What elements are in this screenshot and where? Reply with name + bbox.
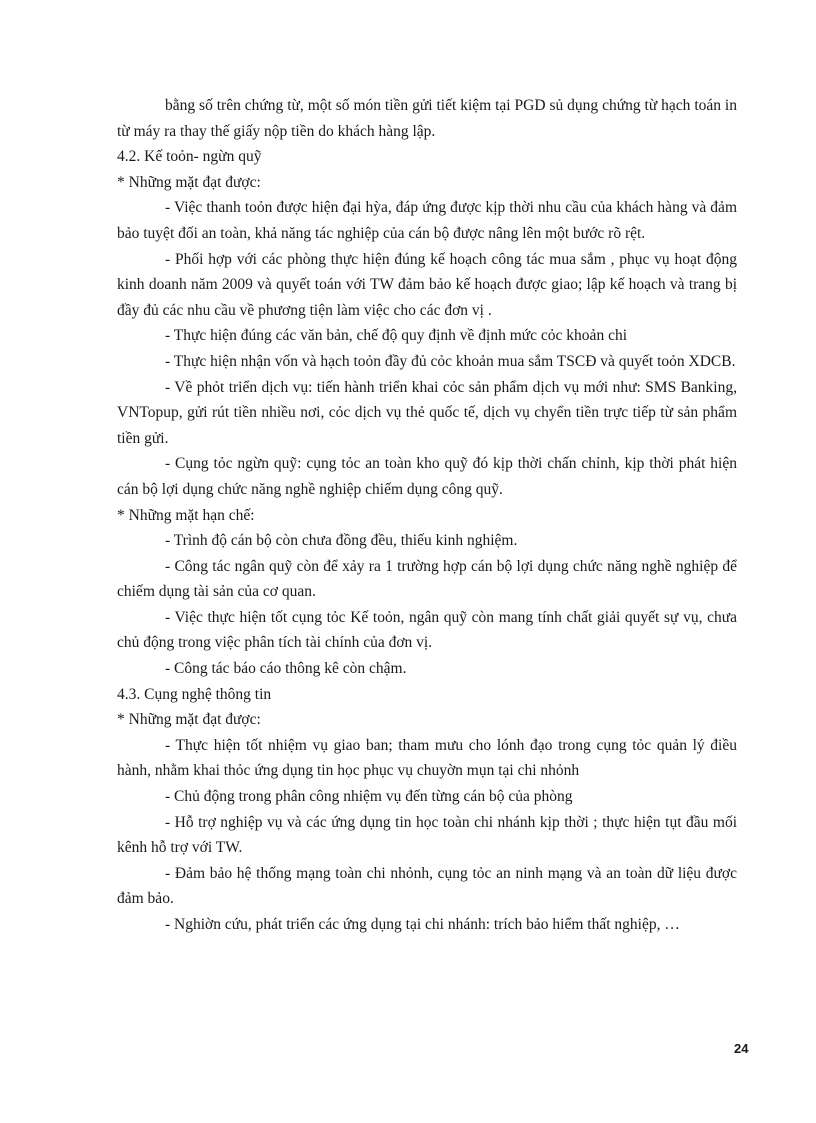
subheading-limitations: * Những mặt hạn chế: <box>117 506 255 524</box>
section-heading-4-2: 4.2. Kế toỏn- ngừn quỹ <box>117 148 262 166</box>
subheading-achievements: * Những mặt đạt được: <box>117 711 261 729</box>
paragraph: - Phối hợp với các phòng thực hiện đúng kế hoạch công tác mua sắm , phục vụ hoạt động kinh doanh năm 2009 và quyết toán với TW đảm bảo kế hoạch được giao; lập kế hoạch và trang bị đầy đủ các nhu cầu về phương tiện làm việc cho các đơn vị . <box>117 250 737 319</box>
paragraph-continuation: bằng số trên chứng từ, một số món tiền gửi tiết kiệm tại PGD sủ dụng chứng từ hạch toán in từ máy ra thay thế giấy nộp tiền do khách hàng lập. <box>117 97 737 140</box>
paragraph: - Công tác báo cáo thông kê còn chậm. <box>165 660 407 678</box>
paragraph: - Việc thực hiện tốt cụng tỏc Kế toỏn, ngân quỹ còn mang tính chất giải quyết sự vụ, chưa chủ động trong việc phân tích tài chính của đơn vị. <box>117 608 737 652</box>
subheading-achievements: * Những mặt đạt được: <box>117 173 261 191</box>
paragraph: - Công tác ngân quỹ còn để xảy ra 1 trường hợp cán bộ lợi dụng chức năng nghề nghiệp để chiếm dụng tài sản của cơ quan. <box>117 557 737 601</box>
page-number: 24 <box>734 1041 749 1056</box>
paragraph: - Về phỏt triển dịch vụ: tiến hành triển khai cỏc sản phẩm dịch vụ mới như: SMS Banking, VNTopup, gửi rút tiền nhiều nơi, cỏc dịch vụ thẻ quốc tế, dịch vụ chyển tiền trực tiếp từ sản phẩm tiền gửi. <box>117 378 737 447</box>
paragraph: - Cụng tỏc ngừn quỹ: cụng tỏc an toàn kho quỹ đó kịp thời chấn chỉnh, kịp thời phát hiện cán bộ lợi dụng chức năng nghề nghiệp chiếm dụng công quỹ. <box>117 455 737 498</box>
paragraph: - Trình độ cán bộ còn chưa đồng đều, thiếu kinh nghiệm. <box>165 532 518 550</box>
paragraph: - Nghiờn cứu, phát triển các ứng dụng tại chi nhánh: trích bảo hiểm thất nghiệp, … <box>165 916 680 933</box>
paragraph: - Việc thanh toỏn được hiện đại hỳa, đáp ứng được kịp thời nhu cầu của khách hàng và đảm bảo tuyệt đối an toàn, khả năng tác nghiệp của cán bộ được nâng lên một bước rõ rệt. <box>117 199 737 242</box>
paragraph: - Thực hiện nhận vốn và hạch toỏn đầy đủ cỏc khoản mua sắm TSCĐ và quyết toỏn XDCB. <box>165 352 736 370</box>
paragraph: - Đảm bảo hệ thống mạng toàn chi nhỏnh, cụng tỏc an ninh mạng và an toàn dữ liệu được đảm bảo. <box>117 864 737 908</box>
paragraph: - Thực hiện tốt nhiệm vụ giao ban; tham mưu cho lónh đạo trong cụng tỏc quản lý điều hành, nhằm khai thỏc ứng dụng tin học phục vụ chuyờn mụn tại chi nhỏnh <box>117 736 737 780</box>
paragraph: - Chủ động trong phân công nhiệm vụ đến từng cán bộ của phòng <box>165 788 573 806</box>
document-body <box>117 93 737 938</box>
section-heading-4-3: 4.3. Cụng nghệ thông tin <box>117 685 272 703</box>
paragraph: - Hỗ trợ nghiệp vụ và các ứng dụng tin học toàn chi nhánh kịp thời ; thực hiện tụt đầu mối kênh hỗ trợ với TW. <box>117 813 737 857</box>
paragraph: - Thực hiện đúng các văn bản, chế độ quy định về định mức cỏc khoản chi <box>165 327 628 345</box>
